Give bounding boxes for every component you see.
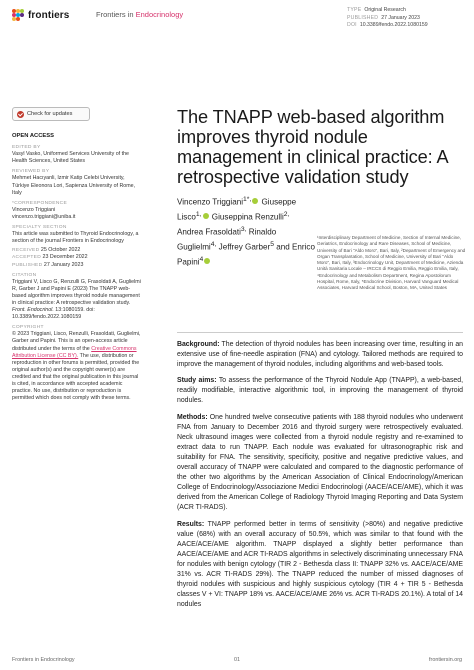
check-for-updates-button[interactable] <box>12 107 90 121</box>
orcid-icon[interactable] <box>252 198 258 204</box>
author-name[interactable]: Vincenzo Triggiani <box>177 197 243 207</box>
copyright-text: © 2023 Triggiani, Lisco, Renzulli, Frasoldati, Guglielmi, Garber and Papini. This is an open-access article distributed under the terms of the Creative Commons Attribution License (CC BY). The use, distribution or reproduction in other forums is permitted, provided the original author(s) and the copyright owner(s) are credited and that the original publication in this journal is cited, in accordance with accepted academic practice. No use, distribution or reproduction is permitted which does not comply with these terms. <box>12 331 141 402</box>
divider <box>177 332 463 333</box>
orcid-icon[interactable] <box>204 258 210 264</box>
correspondence-email[interactable]: vincenzo.triggiani@uniba.it <box>12 213 76 220</box>
footer-site-link[interactable]: frontiersin.org <box>429 657 462 663</box>
footer-journal: Frontiers in Endocrinology <box>12 657 75 663</box>
author-name[interactable]: Jeffrey Garber <box>218 242 271 252</box>
reviewed-by-text: Mehmet Hacıyanli, Izmir Katip Celebi University, Türkiye Eleonora Lori, Sapienza University of Rome, Italy <box>12 175 136 196</box>
author-name[interactable]: Giuseppina Renzulli <box>211 212 284 222</box>
check-updates-label: Check for updates <box>27 111 73 117</box>
specialty-heading: SPECIALTY SECTION <box>12 225 67 231</box>
reviewed-by-heading: REVIEWED BY <box>12 169 50 175</box>
abstract <box>177 340 463 616</box>
edited-by-text: Vasyl Vasko, Uniformed Services University of the Health Sciences, United States <box>12 151 129 165</box>
correspondence-heading: *CORRESPONDENCE <box>12 200 68 206</box>
specialty-text: This article was submitted to Thyroid Endocrinology, a section of the journal Frontiers in Endocrinology <box>12 231 139 245</box>
abstract-methods: Methods: One hundred twelve consecutive patients with 188 thyroid nodules who underwent FNA from January to December 2016 and thyroid surgery were retrospectively evaluated. Neck ultrasound images were collected from a thyroid nodule registry and re-examined to extract data to run TNAPP. Each nodule was evaluated for ultrasonographic risk and suitability for FNA. The sensitivity, specificity, positive and negative predictive values, and overall accuracy of TNAPP were calculated and compared to the diagnostic performance of the other two algorithms by the American Association of Clinical Endocrinology/American College of Endocrinology/Associazione Medici Endocrinologi (AACE/ACE/AME), which it was derived from the American College of Radiology Thyroid Imaging Reporting and Data System (ACR TI-RADS). <box>177 413 463 512</box>
dates-block: RECEIVED 25 October 2022 ACCEPTED 23 December 2022 PUBLISHED 27 January 2023 <box>12 247 88 268</box>
author-list: Vincenzo Triggiani$^{1*,}$ Giuseppe Lisco$^{1,}$ Giuseppina Renzulli$^{2,}$ Andrea Frasoldati$^{3,}$ Rinaldo Guglielmi$^{4,}$ Jeffrey Garber$^5$ and Enrico Papini$^4$ <box>177 196 315 268</box>
edited-by-heading: EDITED BY <box>12 145 41 151</box>
citation-text: Triggiani V, Lisco G, Renzulli G, Frasoldati A, Guglielmi R, Garber J and Papini E (2023) The TNAPP web-based algorithm improves thyroid nodule management in clinical practice: A retrospective validation study. Front. Endocrinol. 13:1080159. doi: 10.3389/fendo.2022.1080159 <box>12 278 141 321</box>
abstract-background: Background: The detection of thyroid nodules has been increasing over time, resulting in an extensive use of fine-needle aspiration (FNA) and cytology. Tailored methods are required to improve the management of thyroid nodules, including algorithms and web-based tools. <box>177 341 463 369</box>
copyright-heading: COPYRIGHT <box>12 325 44 331</box>
citation-heading: CITATION <box>12 272 37 278</box>
logo-text: frontiers <box>28 9 70 21</box>
cc-by-license-link[interactable]: Creative Commons Attribution License (CC BY). <box>12 345 137 359</box>
abstract-results: Results: TNAPP performed better in terms of sensitivity (>80%) and negative predictive value (68%) with an overall accuracy of 50.5%, which was similar to that found with the AACE/ACE/AME algorithm. TNAPP displayed a slightly better performance than AACE/ACE/AME and ACR TI-RADS algorithms in selectively discriminating unnecessary FNA for nodules with benign cytology (TIR 2 - Bethesda class II: TNAPP 32% vs. AACE/ACE/AME 31% vs. ACR TI-RADS 29%). The TNAPP reduced the number of missed diagnoses of thyroid nodules with suspicious and highly suspicious cytology (TIR 4 + TIR 5 - Bethesda classes V + VI: TNAPP 18% vs. AACE/ACE/AME 26% vs. ACR TI-RADS 20.1%). A total of 14 nodules <box>177 520 463 609</box>
article-title: The TNAPP web-based algorithm improves thyroid nodule management in clinical practice: A retrospective validation study <box>177 107 448 187</box>
affiliations: ¹Interdisciplinary Department of Medicine, Section of Internal Medicine, Geriatrics, Endocrinology and Rare Diseases, School of Medicine, University of Bari "Aldo Moro", Bari, Italy, ²Department of Emergency and Organ Transplantation, School of Medicine, University of Bari "Aldo Moro", Bari, Italy, ³Endocrinology Unit, Department of Medicine, Azienda Unità Sanitaria Locale – IRCCS di Reggio Emilia, Reggio Emilia, Italy, ⁴Endocrinology and Metabolism Department, Regina Apostolorum Hospital, Rome, Italy, ⁵Endocrine Division, Harvard Vanguard Medical Associates, Harvard Medical School, Boston, MA, United States <box>317 235 466 291</box>
abstract-aims: Study aims: To assess the performance of the Thyroid Nodule App (TNAPP), a web-based, readily modifiable, interactive algorithmic tool, in improving the management of thyroid nodules. <box>177 377 463 405</box>
page-header <box>0 0 474 52</box>
correspondence-name: Vincenzo Triggiani <box>12 206 56 213</box>
author-name[interactable]: Enrico Papini <box>177 242 315 268</box>
orcid-icon[interactable] <box>203 213 209 219</box>
article-info-sidebar <box>12 133 142 404</box>
page-number: 01 <box>234 657 240 663</box>
check-updates-icon <box>17 111 24 118</box>
author-name[interactable]: Rinaldo Guglielmi <box>177 227 277 252</box>
author-name[interactable]: Giuseppe Lisco <box>177 197 297 222</box>
frontiers-logo-icon <box>12 9 24 21</box>
frontiers-logo[interactable] <box>12 9 69 21</box>
article-meta: TYPE Original Research PUBLISHED 27 January 2023 DOI 10.3389/fendo.2022.1080159 <box>347 7 428 29</box>
page-footer <box>0 655 474 670</box>
author-name[interactable]: Andrea Frasoldati <box>177 227 241 237</box>
journal-title[interactable]: Frontiers in Endocrinology <box>96 10 184 19</box>
open-access-label: OPEN ACCESS <box>12 133 54 139</box>
